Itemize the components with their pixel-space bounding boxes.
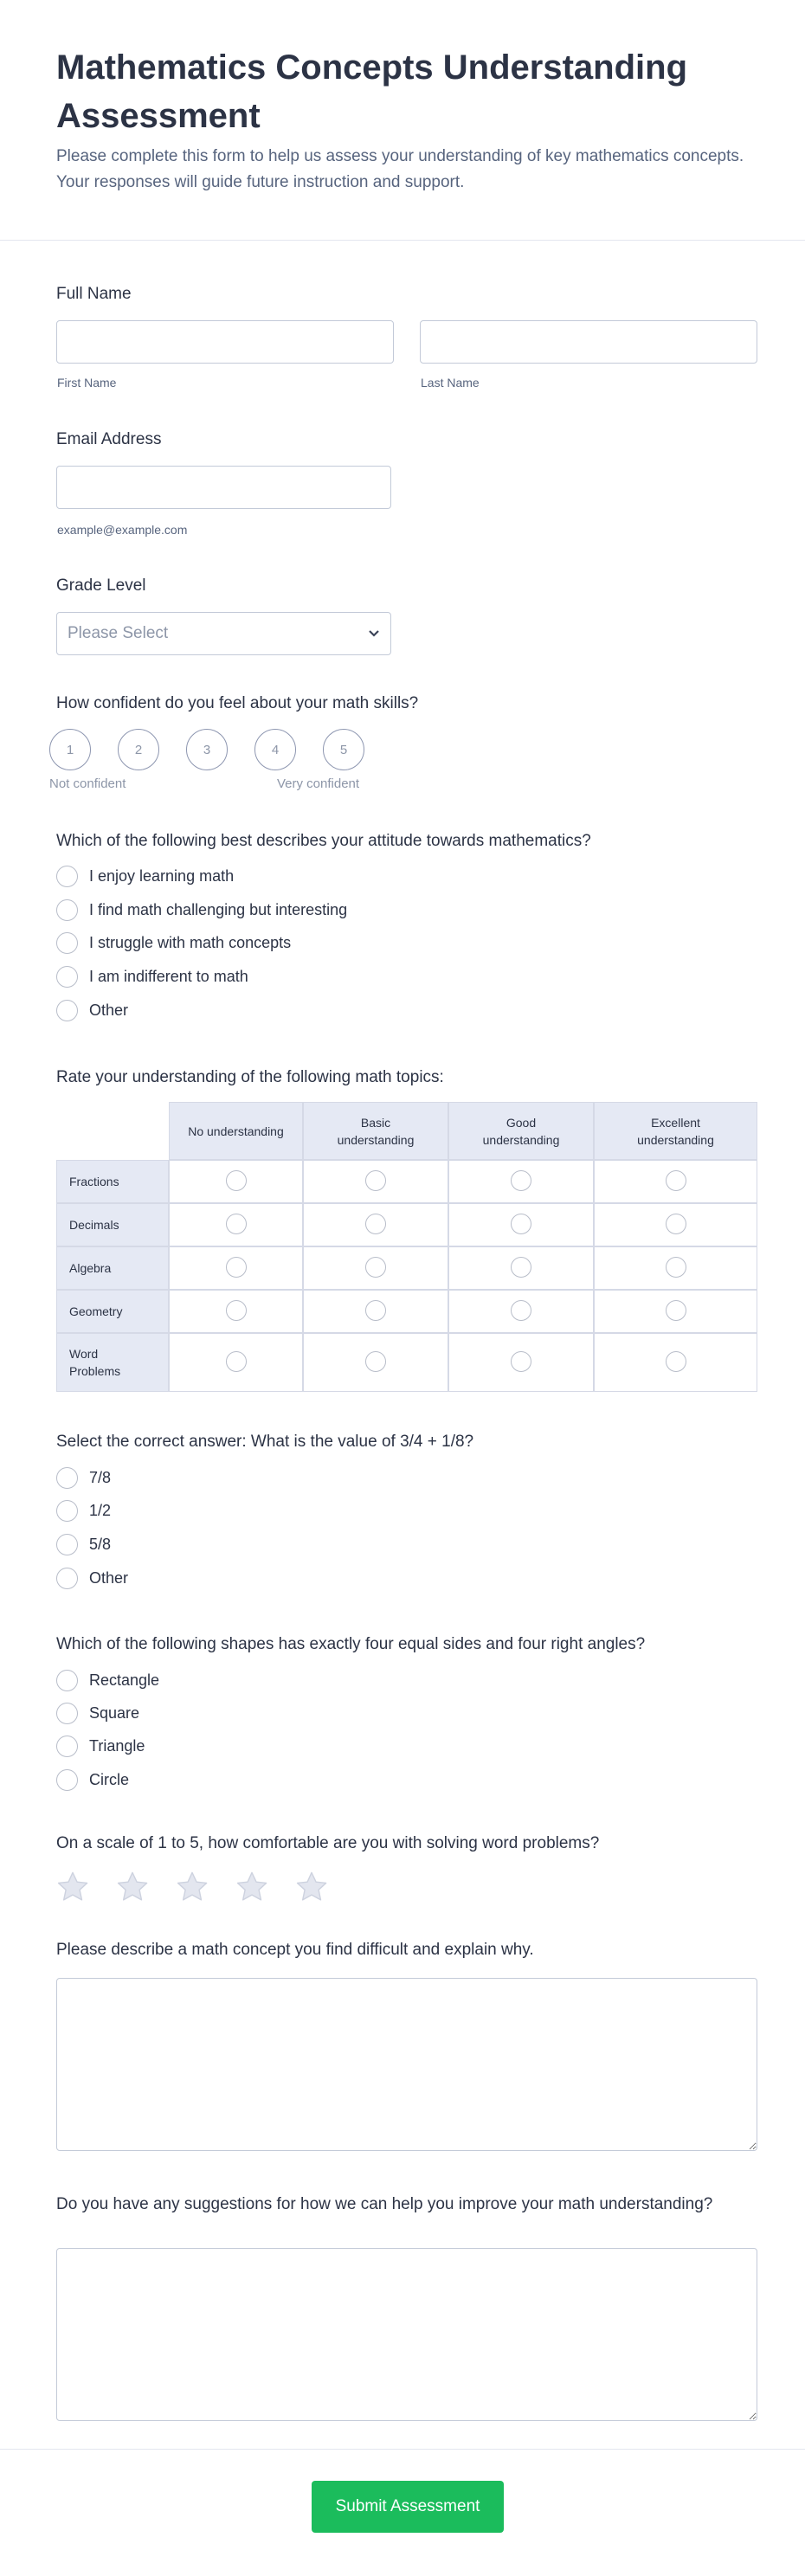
matrix-radio[interactable] bbox=[511, 1257, 531, 1278]
email-label: Email Address bbox=[56, 430, 162, 448]
fraction-option[interactable] bbox=[56, 1467, 111, 1489]
scale-min-label: Not confident bbox=[49, 776, 126, 791]
matrix-column-header: No understanding bbox=[169, 1102, 303, 1160]
email-input[interactable] bbox=[56, 466, 391, 509]
email-sublabel: example@example.com bbox=[57, 523, 188, 537]
option-label: Other bbox=[89, 1001, 129, 1019]
matrix-radio[interactable] bbox=[666, 1300, 686, 1321]
matrix-row-label: Word Problems bbox=[56, 1333, 169, 1392]
fraction-option[interactable] bbox=[56, 1568, 128, 1589]
radio-button[interactable] bbox=[56, 966, 78, 988]
scale-option-4[interactable]: 4 bbox=[254, 729, 296, 770]
attitude-option[interactable] bbox=[56, 899, 347, 921]
confidence-scale bbox=[49, 729, 364, 770]
shape-option[interactable] bbox=[56, 1703, 139, 1724]
page-description: Please complete this form to help us assess your understanding of key mathematics concepts. Your responses will guide future instruction and support. bbox=[56, 147, 744, 191]
option-label: I struggle with math concepts bbox=[89, 934, 292, 951]
matrix-radio[interactable] bbox=[666, 1351, 686, 1372]
option-label: I am indifferent to math bbox=[89, 968, 248, 985]
star-icon[interactable] bbox=[114, 1869, 151, 1905]
footer-divider bbox=[0, 2449, 805, 2450]
radio-button[interactable] bbox=[56, 1769, 78, 1791]
matrix-row-label: Fractions bbox=[56, 1160, 169, 1203]
matrix-radio[interactable] bbox=[365, 1214, 386, 1234]
matrix-row-label: Decimals bbox=[56, 1203, 169, 1246]
grade-select[interactable] bbox=[56, 612, 391, 655]
submit-button[interactable]: Submit Assessment bbox=[312, 2481, 504, 2533]
radio-button[interactable] bbox=[56, 1000, 78, 1021]
attitude-option[interactable] bbox=[56, 932, 291, 954]
scale-option-2[interactable]: 2 bbox=[118, 729, 159, 770]
matrix-radio[interactable] bbox=[666, 1257, 686, 1278]
option-label: Circle bbox=[89, 1771, 130, 1788]
radio-button[interactable] bbox=[56, 1568, 78, 1589]
matrix-radio[interactable] bbox=[226, 1214, 247, 1234]
header-divider bbox=[0, 240, 805, 241]
radio-button[interactable] bbox=[56, 899, 78, 921]
attitude-option[interactable] bbox=[56, 1000, 128, 1021]
first-name-input[interactable] bbox=[56, 320, 394, 364]
matrix-radio[interactable] bbox=[226, 1351, 247, 1372]
first-name-sublabel: First Name bbox=[57, 376, 117, 390]
option-label: Rectangle bbox=[89, 1671, 160, 1689]
radio-button[interactable] bbox=[56, 1534, 78, 1555]
shape-option[interactable] bbox=[56, 1670, 159, 1691]
radio-button[interactable] bbox=[56, 1670, 78, 1691]
matrix-table bbox=[56, 1102, 757, 1392]
grade-label: Grade Level bbox=[56, 576, 146, 595]
attitude-option[interactable] bbox=[56, 966, 248, 988]
shape-option[interactable] bbox=[56, 1769, 129, 1791]
matrix-radio[interactable] bbox=[365, 1351, 386, 1372]
matrix-radio[interactable] bbox=[511, 1214, 531, 1234]
option-label: Square bbox=[89, 1704, 140, 1722]
matrix-radio[interactable] bbox=[511, 1351, 531, 1372]
matrix-column-header: Basic understanding bbox=[303, 1102, 448, 1160]
chevron-down-icon bbox=[368, 629, 380, 638]
option-label: Other bbox=[89, 1569, 129, 1587]
last-name-sublabel: Last Name bbox=[421, 376, 480, 390]
difficult-concept-label: Please describe a math concept you find difficult and explain why. bbox=[56, 1941, 534, 1959]
star-icon[interactable] bbox=[55, 1869, 91, 1905]
star-icon[interactable] bbox=[174, 1869, 210, 1905]
last-name-input[interactable] bbox=[420, 320, 757, 364]
matrix-column-header: Good understanding bbox=[448, 1102, 594, 1160]
attitude-option[interactable] bbox=[56, 866, 234, 887]
rating-label: On a scale of 1 to 5, how comfortable are you with solving word problems? bbox=[56, 1834, 600, 1852]
option-label: 5/8 bbox=[89, 1536, 112, 1553]
matrix-radio[interactable] bbox=[666, 1214, 686, 1234]
matrix-radio[interactable] bbox=[365, 1257, 386, 1278]
star-icon[interactable] bbox=[293, 1869, 330, 1905]
star-icon[interactable] bbox=[234, 1869, 270, 1905]
confidence-label: How confident do you feel about your math skills? bbox=[56, 694, 419, 712]
option-label: Triangle bbox=[89, 1737, 145, 1755]
matrix-row-label: Geometry bbox=[56, 1290, 169, 1333]
grade-select-value: Please Select bbox=[68, 624, 169, 642]
matrix-radio[interactable] bbox=[511, 1170, 531, 1191]
matrix-row-label: Algebra bbox=[56, 1246, 169, 1290]
radio-button[interactable] bbox=[56, 932, 78, 954]
shape-question-label: Which of the following shapes has exactly four equal sides and four right angles? bbox=[56, 1635, 646, 1653]
matrix-label: Rate your understanding of the following math topics: bbox=[56, 1068, 444, 1086]
suggestions-textarea[interactable] bbox=[56, 2248, 757, 2421]
option-label: I enjoy learning math bbox=[89, 867, 235, 885]
matrix-radio[interactable] bbox=[511, 1300, 531, 1321]
matrix-radio[interactable] bbox=[226, 1170, 247, 1191]
suggestions-label: Do you have any suggestions for how we can help you improve your math understanding? bbox=[56, 2195, 713, 2213]
matrix-corner bbox=[56, 1102, 169, 1160]
page-title: Mathematics Concepts Understanding Assessment bbox=[56, 48, 688, 135]
fraction-option[interactable] bbox=[56, 1534, 111, 1555]
attitude-label: Which of the following best describes your attitude towards mathematics? bbox=[56, 832, 591, 850]
shape-option[interactable] bbox=[56, 1736, 145, 1757]
star-rating bbox=[55, 1869, 330, 1905]
fraction-option[interactable] bbox=[56, 1500, 111, 1522]
scale-max-label: Very confident bbox=[277, 776, 360, 791]
radio-button[interactable] bbox=[56, 1736, 78, 1757]
radio-button[interactable] bbox=[56, 1500, 78, 1522]
matrix-radio[interactable] bbox=[226, 1300, 247, 1321]
difficult-concept-textarea[interactable] bbox=[56, 1978, 757, 2151]
radio-button[interactable] bbox=[56, 1703, 78, 1724]
radio-button[interactable] bbox=[56, 1467, 78, 1489]
fraction-question-label: Select the correct answer: What is the value of 3/4 + 1/8? bbox=[56, 1433, 474, 1451]
matrix-radio[interactable] bbox=[365, 1300, 386, 1321]
option-label: I find math challenging but interesting bbox=[89, 901, 348, 918]
scale-option-1[interactable]: 1 bbox=[49, 729, 91, 770]
matrix-radio[interactable] bbox=[666, 1170, 686, 1191]
radio-button[interactable] bbox=[56, 866, 78, 887]
option-label: 7/8 bbox=[89, 1469, 112, 1486]
matrix-column-header: Excellent understanding bbox=[594, 1102, 757, 1160]
scale-option-3[interactable]: 3 bbox=[186, 729, 228, 770]
matrix-radio[interactable] bbox=[365, 1170, 386, 1191]
matrix-radio[interactable] bbox=[226, 1257, 247, 1278]
scale-option-5[interactable]: 5 bbox=[323, 729, 364, 770]
option-label: 1/2 bbox=[89, 1502, 112, 1519]
full-name-label: Full Name bbox=[56, 285, 132, 303]
